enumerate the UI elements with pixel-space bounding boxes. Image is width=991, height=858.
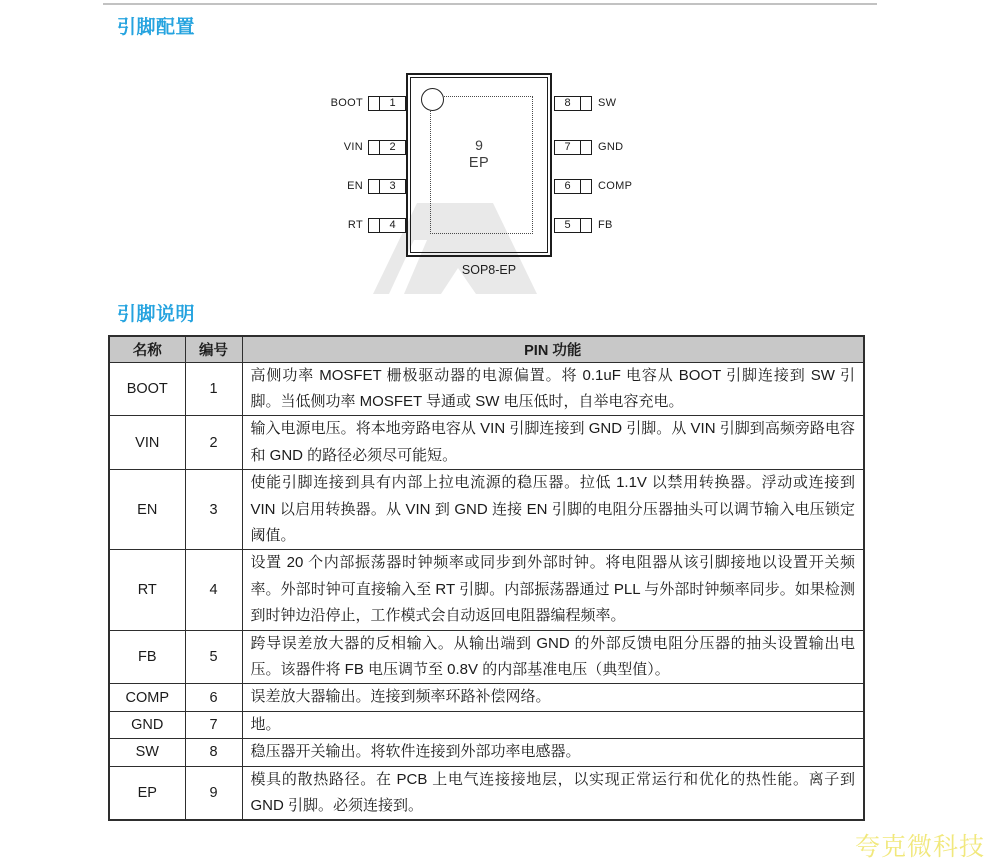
table-row xyxy=(109,362,864,416)
pin-name: EN xyxy=(109,470,185,550)
package-name-label: SOP8-EP xyxy=(461,263,517,277)
table-row xyxy=(109,766,864,820)
pin-label-comp: COMP xyxy=(598,180,633,192)
pin-stub xyxy=(369,219,380,232)
pin-description: 设置 20 个内部振荡器时钟频率或同步到外部时钟。将电阻器从该引脚接地以设置开关频率。外部时钟可直接输入至 RT 引脚。内部振荡器通过 PLL 与外部时钟频率同步。如果检测到时钟边沿停止，工作模式会自动返回电阻器编程频率。 xyxy=(242,550,864,630)
pin-row-gnd xyxy=(554,139,664,155)
pin-row-rt xyxy=(318,217,406,233)
pin-description-table xyxy=(108,335,865,821)
pin-row-en xyxy=(318,178,406,194)
pin-number: 2 xyxy=(185,416,242,470)
pin-row-sw xyxy=(554,95,664,111)
pin-name: SW xyxy=(109,739,185,766)
table-row xyxy=(109,739,864,766)
vendor-watermark-text: 夸克微科技 xyxy=(854,833,985,858)
table-row xyxy=(109,684,864,711)
exposed-pad-number: 9 xyxy=(475,137,483,153)
exposed-pad-label: EP xyxy=(468,155,490,171)
pin-description: 输入电源电压。将本地旁路电容从 VIN 引脚连接到 GND 引脚。从 VIN 引脚到高频旁路电容和 GND 的路径必须尽可能短。 xyxy=(242,416,864,470)
table-row xyxy=(109,470,864,550)
pin-description: 地。 xyxy=(242,711,864,738)
pin-row-boot xyxy=(318,95,406,111)
pin-box-3 xyxy=(368,179,406,194)
pin-stub xyxy=(580,97,591,110)
pin-label-en: EN xyxy=(347,180,363,192)
pin-table xyxy=(108,335,865,821)
pin-number-7: 7 xyxy=(564,141,571,153)
pin-label-sw: SW xyxy=(598,97,617,109)
pin-stub xyxy=(369,141,380,154)
pin-stub xyxy=(580,141,591,154)
table-row xyxy=(109,416,864,470)
pin-description: 模具的散热路径。在 PCB 上电气连接接地层，以实现正常运行和优化的热性能。离子到 GND 引脚。必须连接到。 xyxy=(242,766,864,820)
pin-number-1: 1 xyxy=(389,97,396,109)
pin-number-8: 8 xyxy=(564,97,571,109)
pin-description: 误差放大器输出。连接到频率环路补偿网络。 xyxy=(242,684,864,711)
pin-label-vin: VIN xyxy=(343,141,363,153)
pin-stub xyxy=(369,97,380,110)
header-name: 名称 xyxy=(109,336,185,362)
pin-name: RT xyxy=(109,550,185,630)
pin-number-2: 2 xyxy=(389,141,396,153)
pin-label-rt: RT xyxy=(347,219,363,231)
table-row xyxy=(109,630,864,684)
pin-row-vin xyxy=(318,139,406,155)
pin-box-2 xyxy=(368,140,406,155)
pin-name: VIN xyxy=(109,416,185,470)
pin-number: 1 xyxy=(185,362,242,416)
pin-number-6: 6 xyxy=(564,180,571,192)
pin-box-5 xyxy=(554,218,592,233)
pin-number-4: 4 xyxy=(389,219,396,231)
pin-configuration-diagram xyxy=(0,0,991,300)
pin-box-7 xyxy=(554,140,592,155)
pin-name: GND xyxy=(109,711,185,738)
pin-box-6 xyxy=(554,179,592,194)
pin-stub xyxy=(580,180,591,193)
pin-name: EP xyxy=(109,766,185,820)
pin-description: 高侧功率 MOSFET 栅极驱动器的电源偏置。将 0.1uF 电容从 BOOT 引脚连接到 SW 引脚。当低侧功率 MOSFET 导通或 SW 电压低时，自举电容充电。 xyxy=(242,362,864,416)
pin-number: 3 xyxy=(185,470,242,550)
pin-label-gnd: GND xyxy=(598,141,624,153)
pin-box-4 xyxy=(368,218,406,233)
table-row xyxy=(109,711,864,738)
pin-number: 7 xyxy=(185,711,242,738)
header-number: 编号 xyxy=(185,336,242,362)
pin-stub xyxy=(369,180,380,193)
header-function: PIN 功能 xyxy=(242,336,864,362)
section-title-pin-configuration: 引脚配置 xyxy=(117,17,196,38)
pin-row-fb xyxy=(554,217,664,233)
pin-number: 6 xyxy=(185,684,242,711)
pin-number: 9 xyxy=(185,766,242,820)
pin-row-comp xyxy=(554,178,664,194)
pin-description: 使能引脚连接到具有内部上拉电流源的稳压器。拉低 1.1V 以禁用转换器。浮动或连接到 VIN 以启用转换器。从 VIN 到 GND 连接 EN 引脚的电阻分压器抽头可以调节输入电压锁定阈值。 xyxy=(242,470,864,550)
pin-name: COMP xyxy=(109,684,185,711)
pin-stub xyxy=(580,219,591,232)
pin-label-boot: BOOT xyxy=(330,97,363,109)
pin-number: 8 xyxy=(185,739,242,766)
pin-number: 4 xyxy=(185,550,242,630)
pin-name: BOOT xyxy=(109,362,185,416)
pin-description: 稳压器开关输出。将软件连接到外部功率电感器。 xyxy=(242,739,864,766)
pin-box-1 xyxy=(368,96,406,111)
pin-description: 跨导误差放大器的反相输入。从输出端到 GND 的外部反馈电阻分压器的抽头设置输出电压。该器件将 FB 电压调节至 0.8V 的内部基准电压（典型值）。 xyxy=(242,630,864,684)
pin-number-3: 3 xyxy=(389,180,396,192)
pin-box-8 xyxy=(554,96,592,111)
pin-number-5: 5 xyxy=(564,219,571,231)
pin-name: FB xyxy=(109,630,185,684)
pin-label-fb: FB xyxy=(598,219,613,231)
table-header-row xyxy=(109,336,864,362)
table-row xyxy=(109,550,864,630)
pin-number: 5 xyxy=(185,630,242,684)
section-title-pin-description: 引脚说明 xyxy=(117,304,196,325)
